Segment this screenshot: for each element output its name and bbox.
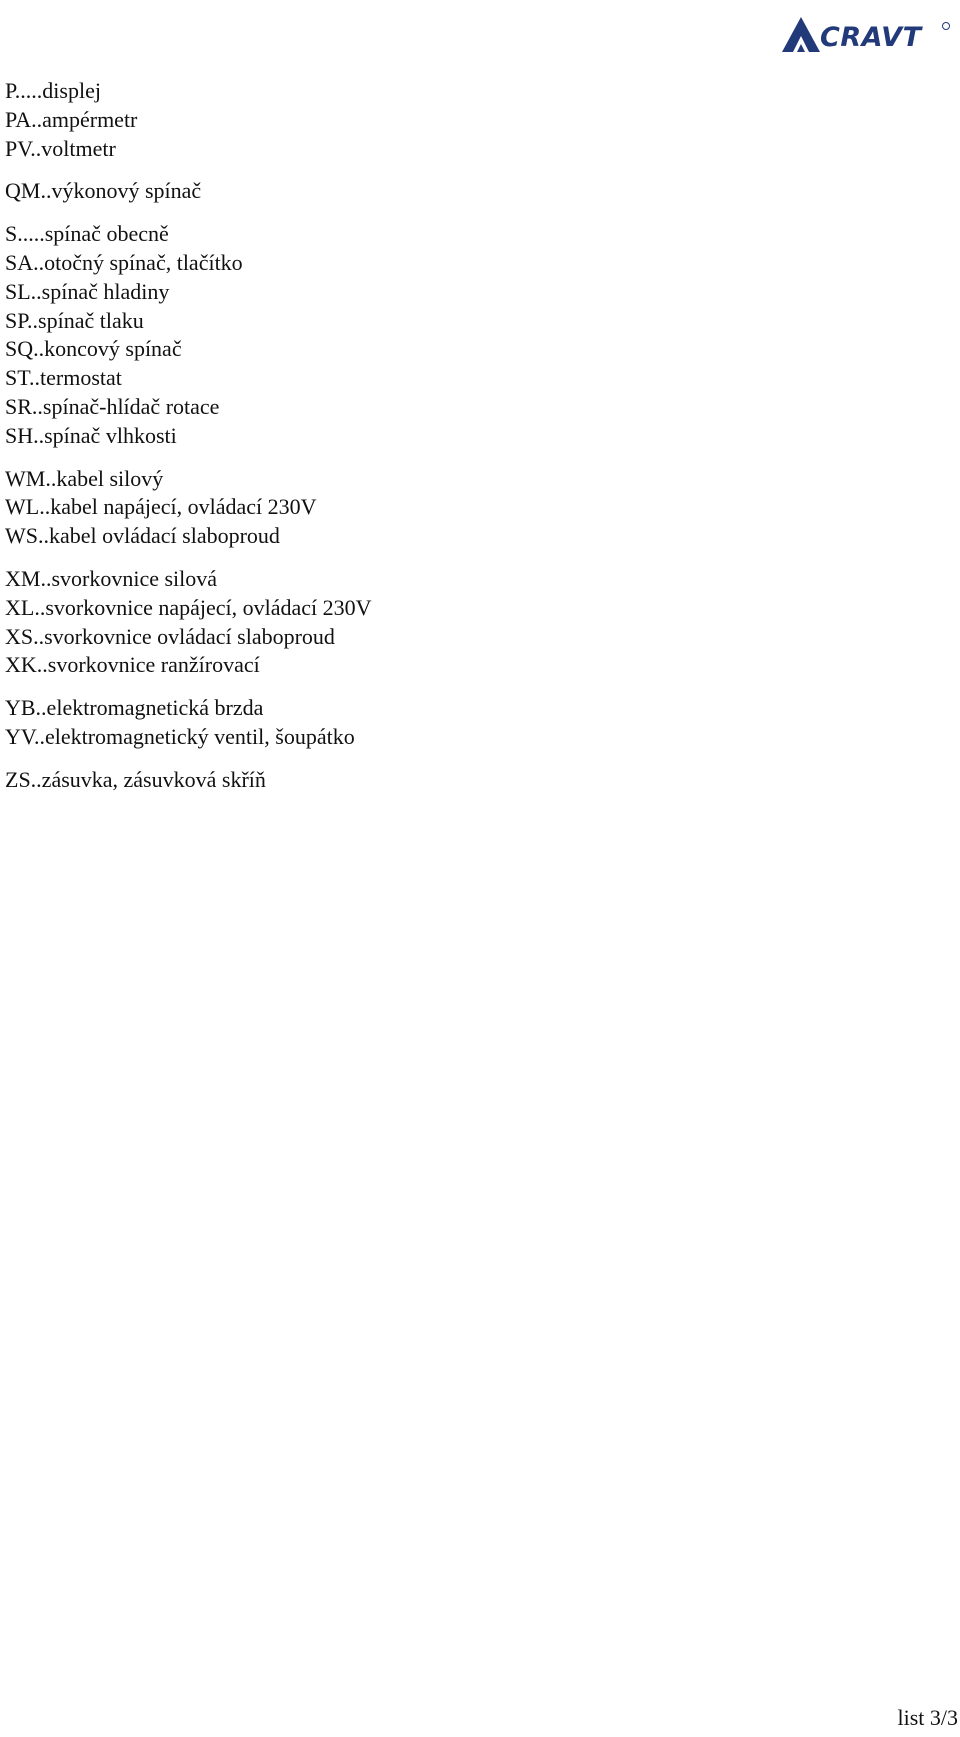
legend-item: WM..kabel silový	[5, 465, 164, 491]
abbreviation-legend	[5, 77, 372, 809]
legend-item: SQ..koncový spínač	[5, 336, 182, 362]
legend-item: ST..termostat	[5, 365, 122, 391]
legend-item: WS..kabel ovládací slaboproud	[5, 523, 280, 549]
legend-group-breakers	[5, 177, 372, 206]
logo-text: CRAVT	[820, 22, 922, 53]
legend-group-switches	[5, 220, 372, 450]
legend-group-sockets	[5, 766, 372, 795]
page-number: list 3/3	[897, 1705, 958, 1730]
legend-item: WL..kabel napájecí, ovládací 230V	[5, 494, 317, 520]
legend-item: PA..ampérmetr	[5, 106, 138, 132]
legend-item: PV..voltmetr	[5, 135, 116, 161]
legend-item: YV..elektromagnetický ventil, šoupátko	[5, 723, 355, 749]
legend-item: S.....spínač obecně	[5, 221, 169, 247]
legend-item: SA..otočný spínač, tlačítko	[5, 249, 243, 275]
legend-item: SL..spínač hladiny	[5, 278, 170, 304]
legend-item: QM..výkonový spínač	[5, 178, 202, 204]
legend-item: XM..svorkovnice silová	[5, 565, 218, 591]
legend-item: XK..svorkovnice ranžírovací	[5, 652, 260, 678]
legend-group-electromagnetic	[5, 694, 372, 752]
legend-item: P.....displej	[5, 78, 101, 103]
legend-item: SP..spínač tlaku	[5, 307, 144, 333]
cravt-logo	[780, 14, 952, 56]
legend-item: ZS..zásuvka, zásuvková skříň	[5, 766, 266, 792]
legend-item: SH..spínač vlhkosti	[5, 422, 177, 448]
legend-item: YB..elektromagnetická brzda	[5, 695, 264, 721]
legend-group-measuring	[5, 77, 372, 163]
legend-item: XS..svorkovnice ovládací slaboproud	[5, 623, 335, 649]
legend-group-terminals	[5, 565, 372, 680]
registered-mark-icon	[943, 23, 950, 30]
legend-item: SR..spínač-hlídač rotace	[5, 393, 220, 419]
legend-group-cables	[5, 465, 372, 551]
cravt-logo-graphic	[780, 14, 952, 56]
legend-item: XL..svorkovnice napájecí, ovládací 230V	[5, 594, 372, 620]
